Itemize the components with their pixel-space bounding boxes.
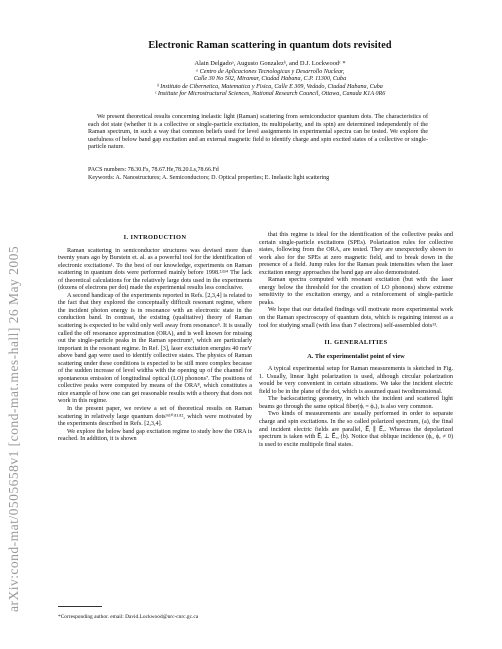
author-block [60,60,480,99]
right-column-body [259,232,453,330]
right-column [259,232,453,449]
body-paragraph: Raman scattering in semiconductor structures was devised more than twenty years ago by Burstein et. al. as a powerful tool for the identification of electronic excitations¹. To the best of our knowledge, experiments on Raman scattering in quantum dots were performed mainly before 1998.²ʴ³ʴ⁴ The lack of theoretical calculations for the relatively large dots used in the experiments (dozens of electrons per dot) made the experimental results less conclusive. [58,247,252,292]
footnote-rule [58,606,102,607]
pacs-numbers: PACS numbers: 78.30.Fs, 78.67.He,78.20.Ls,78.66.Fd [88,167,219,173]
affiliation-line: ᶜ Institute for Microstructural Sciences, National Research Council, Ottawa, Canada K1A 0R6 [154,91,386,98]
section-heading-generalities: II. GENERALITIES [324,339,388,347]
abstract [88,114,428,152]
body-paragraph: A typical experimental setup for Raman measurements is sketched in Fig. 1. Usually, linear light polarization is used, although circular polarization would be very convenient in certain situations. We take the incident electric field to be in the plane of the dot, which is assumed quasi twodimensional. [259,366,453,395]
affiliation-line: Calle 30 No 502, Miramar, Ciudad Habana, C.P. 11300, Cuba [193,76,347,83]
paper-title: Electronic Raman scattering in quantum dots revisited [148,40,392,51]
body-paragraph: Two kinds of measurements are usually performed in order to separate charge and spin excitations. In the so called polarized spectrum, (a), the final and incident electric fields are parallel, E⃗ᵢ ∥ E⃗ᵥ. Whereas the depolarized spectrum is taken with E⃗ᵢ ⊥ E⃗ᵥ, (b). Notice that oblique incidence (ϕᵢ, ϕᵥ ≠ 0) is used to excite multipole final states. [259,411,453,448]
affiliation-line: ᵇ Instituto de Cibernetica, Matematica y Fisica, Calle E 309, Vedado, Ciudad Habana, Cuba [157,83,383,90]
body-paragraph: that this regime is ideal for the identification of the collective peaks and certain single-particle excitations (SPEs). Polarization rules for collective states, following from the ORA, are tested. They are unexpectedly shown to work also for the SPEs at zero magnetic field, and to break down in the presence of a field. Jump rules for the Raman peak intensities when the laser excitation energy approaches the band gap are also demonstrated. [259,232,453,276]
left-column [58,232,252,444]
corresponding-author-footnote: *Corresponding author. email: David.Lockwood@nrc-cnrc.gc.ca [58,614,199,620]
arxiv-identifier-stamp: arXiv:cond-mat/0505658v1 [cond-mat.mes-hall] 26 May 2005 [6,245,21,612]
body-paragraph: A second handicap of the experiments reported in Refs. [2,3,4] is related to the fact that they explored the conceptually difficult resonant regime, where the incident photon energy is in resonance with an electronic state in the conduction band. In contrast, the existing (qualitative) theory of Raman scattering is expected to be valid only well away from resonance⁵. It is usually called the off resonance approximation (ORA), and is well known for missing out the single-particle peaks in the Raman spectrum⁶, which are particularly important in the resonant regime. In Ref. [3], laser excitation energies 40 meV above band gap were used to identify collective states. The physics of Raman scattering under these conditions is expected to be still more complex because of the sudden increase of level widths with the opening up of the channel for spontaneous emission of longitudinal optical (LO) phonons⁷. The positions of collective peaks were computed by means of the ORA⁸, which constitutes a nice example of how one can get reasonable results with a theory that does not work in this regime. [58,292,252,405]
body-paragraph: Raman spectra computed with resonant excitation (but with the laser energy below the threshold for the creation of LO phonons) show extreme sensitivity to the excitation energy, and a reinforcement of single-particle peaks. [259,277,453,306]
body-paragraph: We explore the below band gap excitation regime to study how the ORA is reached. In addition, it is shown [58,428,252,443]
section-heading-introduction: I. INTRODUCTION [123,234,187,241]
left-column-body [58,248,252,444]
author-names: Alain Delgadoᵃ, Augusto Gonzalezᵇ, and D.J. Lockwoodᶜ * [194,60,346,67]
affiliation-line: ᵃ Centro de Aplicaciones Tecnologicas y Desarrollo Nuclear, [195,68,345,75]
subsection-heading-experimentalist: A. The experimentalist point of view [307,352,405,360]
body-paragraph: In the present paper, we review a set of theoretical results on Raman scattering in relatively large quantum dots⁹ʴ¹⁰ʴ¹¹ʴ¹², which were motivated by the experiments described in Refs. [2,3,4]. [58,406,252,428]
body-paragraph: The backscattering geometry, in which the incident and scattered light beams go through the same optical fiber(ϕᵢ = ϕᵥ), is also very common. [259,396,453,410]
right-column-body-2 [259,366,453,449]
body-paragraph: We hope that our detailed findings will motivate more experimental work on the Raman spectroscopy of quantum dots, which is regaining interest as a tool for studying small (with less than 7 electrons) self-assembled dots¹³. [259,307,453,329]
abstract-text: We present theoretical results concerning inelastic light (Raman) scattering from semiconductor quantum dots. The characteristics of each dot state (whether it is a collective or single-particle excitation, its multipolarity, and its spin) are determined independently of the Raman spectrum, in such a way that common beliefs used for level assignments in experimental spectra can be tested. We explore the usefulness of below band gap excitation and an external magnetic field to identify charge and spin excited states of a collective or single-particle nature. [88,114,428,151]
keywords: Keywords: A. Nanostructures; A. Semiconductors; D. Optical properties; E. Inelastic light scattering [88,175,330,181]
